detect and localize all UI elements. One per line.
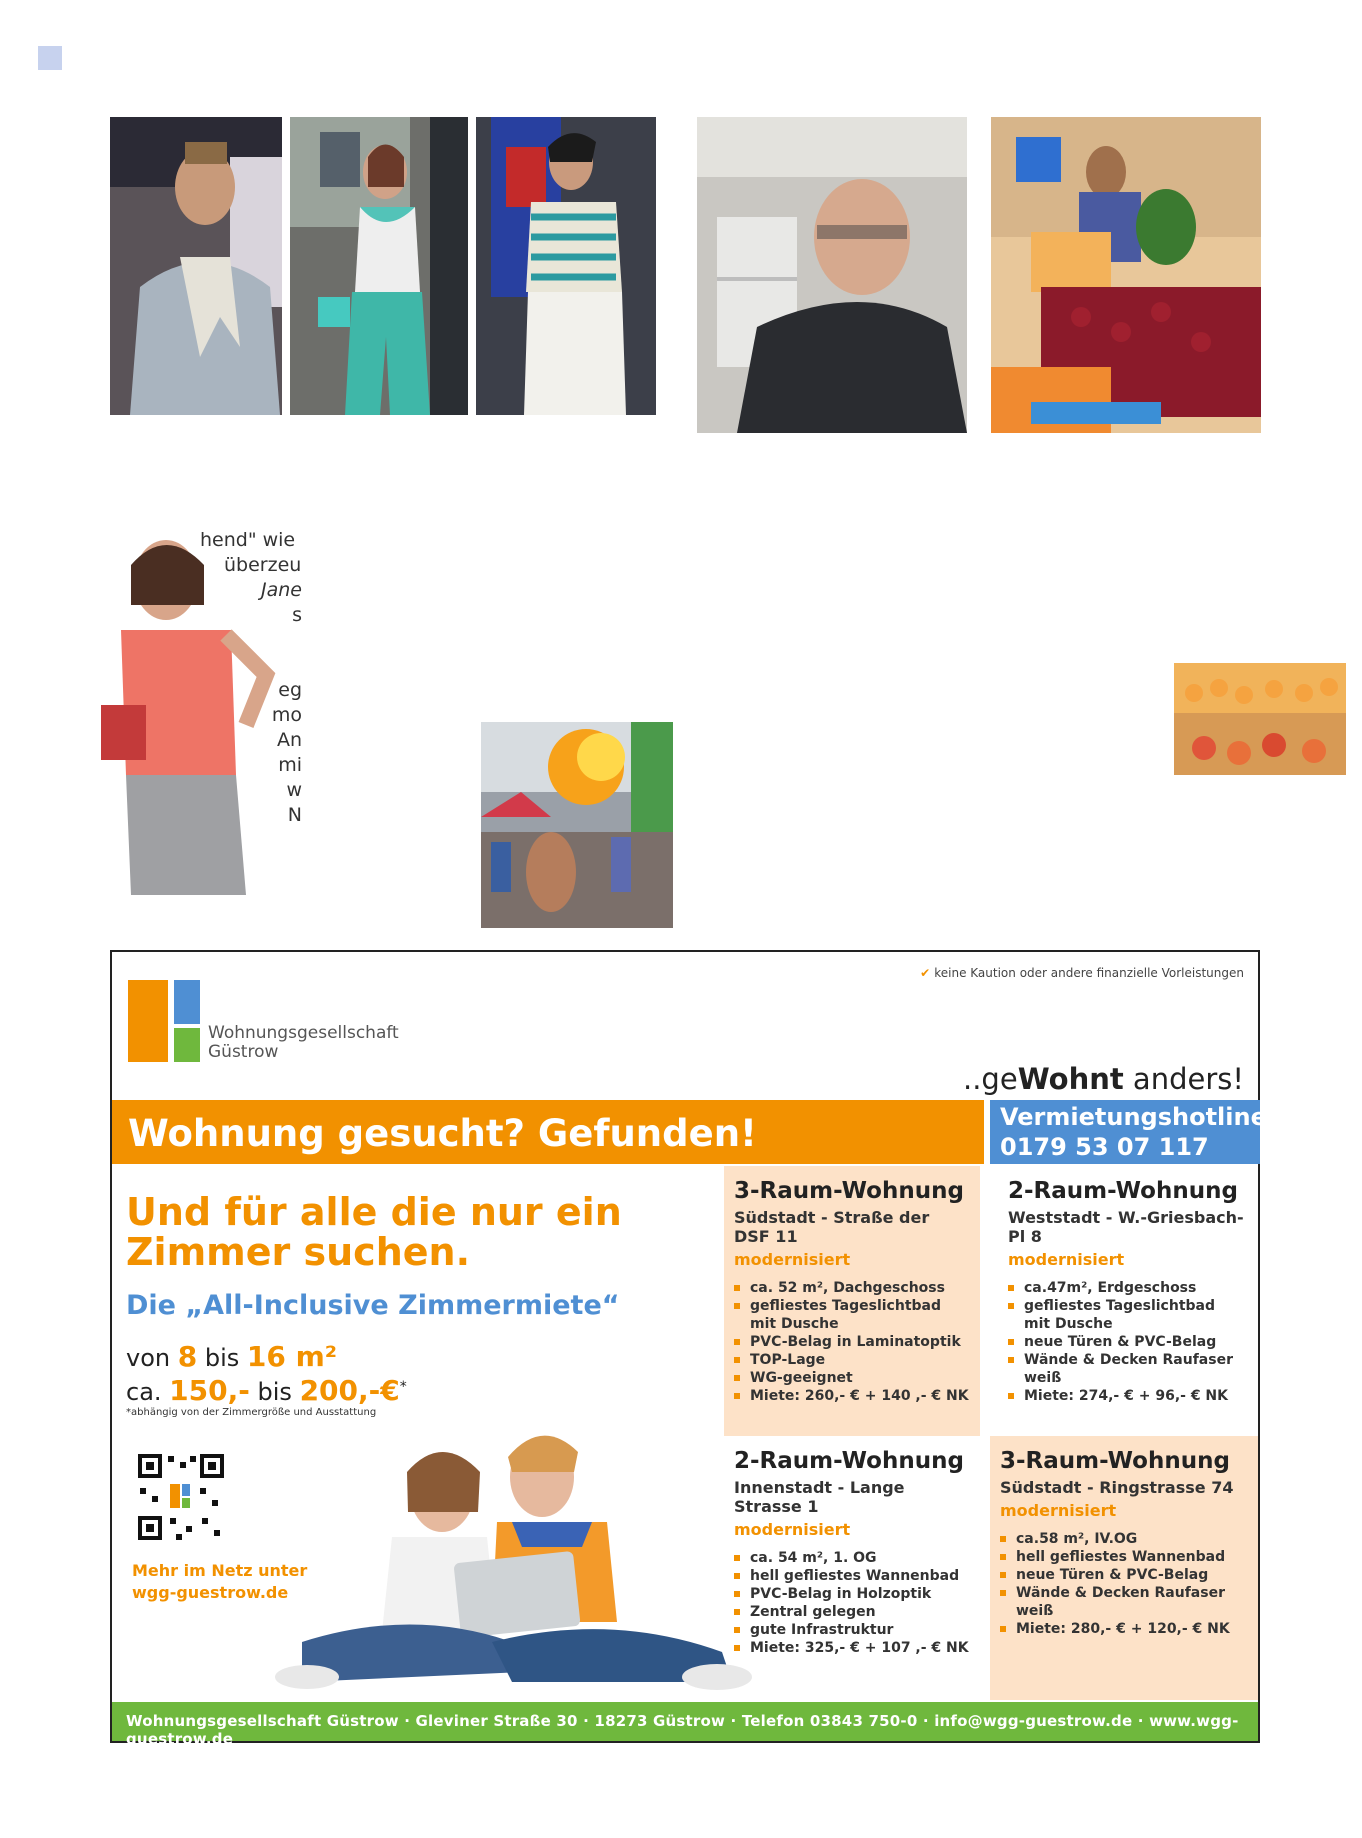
listing-feature: Miete: 280,- € + 120,- € NK (1000, 1620, 1248, 1638)
all-inclusive-subheadline: Die „All-Inclusive Zimmermiete“ (126, 1290, 620, 1321)
listing-feature: ca. 52 m², Dachgeschoss (734, 1279, 970, 1297)
fragment-line: Jane (261, 579, 302, 601)
hotline-label: Vermietungshotline (1000, 1103, 1267, 1131)
listing-feature: Wände & Decken Raufaser weiß (1008, 1351, 1244, 1387)
logo-line: Wohnungsgesellschaft (208, 1023, 399, 1043)
listing-title: 3-Raum-Wohnung (1000, 1448, 1230, 1474)
check-icon: ✔ (920, 966, 931, 980)
listing-address: Südstadt - Straße der DSF 11 (734, 1208, 930, 1246)
listing-feature: ca.47m², Erdgeschoss (1008, 1279, 1244, 1297)
photo-fire-performer (481, 722, 673, 928)
listing-tag: modernisiert (1008, 1250, 1125, 1269)
logo-line: Güstrow (208, 1042, 279, 1062)
listing-feature: gefliestes Tageslichtbad mit Dusche (734, 1297, 970, 1333)
price-min: 150,- (169, 1374, 250, 1407)
listing-tag: modernisiert (734, 1520, 851, 1539)
size-mid: bis (197, 1344, 247, 1372)
fragment-line: eg (278, 679, 302, 701)
photo-fruit-vendor (991, 117, 1261, 433)
fragment-line: N (287, 804, 302, 826)
website-label: Mehr im Netz unter (132, 1561, 308, 1580)
listing-card[interactable] (724, 1166, 980, 1436)
slogan-prefix: ..ge (963, 1062, 1018, 1096)
room-headline-line: Und für alle die nur ein (126, 1190, 622, 1234)
listing-feature: gute Infrastruktur (734, 1621, 970, 1639)
listing-feature: hell gefliestes Wannenbad (1000, 1548, 1248, 1566)
price-max: 200,-€ (299, 1374, 400, 1407)
listing-feature: ca. 54 m², 1. OG (734, 1549, 970, 1567)
hotline-number[interactable]: 0179 53 07 117 (1000, 1133, 1209, 1161)
fragment-line: w (286, 779, 302, 801)
slogan-bold: Wohnt (1017, 1062, 1124, 1096)
listing-feature: Miete: 325,- € + 107 ,- € NK (734, 1639, 970, 1657)
listing-feature: Wände & Decken Raufaser weiß (1000, 1584, 1248, 1620)
housing-advertisement (110, 950, 1267, 1748)
price-footnote: *abhängig von der Zimmergröße und Ausstattung (126, 1407, 377, 1418)
listing-card[interactable] (724, 1436, 980, 1700)
top-note-text: keine Kaution oder andere finanzielle Vorleistungen (934, 966, 1244, 980)
listing-feature: gefliestes Tageslichtbad mit Dusche (1008, 1297, 1244, 1333)
fragment-line: s (292, 604, 302, 626)
wgg-logo-icon (128, 970, 202, 1062)
fragment-line: mi (278, 754, 302, 776)
fragment-line: überzeu (224, 554, 302, 576)
listing-feature: Zentral gelegen (734, 1603, 970, 1621)
listing-address: Weststadt - W.-Griesbach-Pl 8 (1008, 1208, 1244, 1246)
logo-wordmark (208, 1024, 399, 1062)
listing-feature: TOP-Lage (734, 1351, 970, 1369)
corner-marker (38, 46, 62, 70)
listing-feature: ca.58 m², IV.OG (1000, 1530, 1248, 1548)
photo-woman-turquoise-pants (290, 117, 468, 415)
size-max: 16 m² (246, 1340, 338, 1373)
fragment-line: An (276, 729, 302, 751)
listing-feature: PVC-Belag in Holzoptik (734, 1585, 970, 1603)
listing-tag: modernisiert (1000, 1501, 1117, 1520)
listing-features (1000, 1530, 1248, 1638)
photo-man-scarf (110, 117, 282, 415)
listing-feature: neue Türen & PVC-Belag (1000, 1566, 1248, 1584)
listing-feature: Miete: 260,- € + 140 ,- € NK (734, 1387, 970, 1405)
price-from: ca. (126, 1378, 170, 1406)
size-min: 8 (177, 1340, 198, 1373)
listing-title: 3-Raum-Wohnung (734, 1178, 964, 1204)
listing-address: Innenstadt - Lange Strasse 1 (734, 1478, 905, 1516)
slogan-suffix: anders! (1123, 1062, 1244, 1096)
listing-tag: modernisiert (734, 1250, 851, 1269)
room-headline-line: Zimmer suchen. (126, 1230, 471, 1274)
listing-feature: PVC-Belag in Laminatoptik (734, 1333, 970, 1351)
website-link[interactable]: wgg-guestrow.de (132, 1583, 289, 1602)
fragment-line: mo (271, 704, 302, 726)
listing-card[interactable] (990, 1436, 1258, 1700)
listing-feature: neue Türen & PVC-Belag (1008, 1333, 1244, 1351)
size-from: von (126, 1344, 178, 1372)
photo-man-glasses-jacket (697, 117, 967, 433)
size-range (126, 1340, 337, 1373)
room-headline (126, 1192, 622, 1272)
listing-features (1008, 1279, 1244, 1405)
price-mid: bis (249, 1378, 300, 1406)
photo-woman-print-top (476, 117, 656, 415)
photo-peaches (1174, 663, 1346, 775)
slogan (963, 1062, 1244, 1096)
listing-address: Südstadt - Ringstrasse 74 (1000, 1478, 1234, 1497)
top-note (920, 966, 1244, 980)
fragment-line: hend" wie (200, 529, 296, 551)
contact-footer-text: Wohnungsgesellschaft Güstrow · Gleviner Straße 30 · 18273 Güstrow · Telefon 03843 750-0 · info@wgg-guestrow.de · www.wgg-guestrow.de (126, 1712, 1239, 1748)
listing-title: 2-Raum-Wohnung (1008, 1178, 1238, 1204)
listing-feature: Miete: 274,- € + 96,- € NK (1008, 1387, 1244, 1405)
listing-features (734, 1279, 970, 1405)
listing-features (734, 1549, 970, 1657)
listing-feature: hell gefliestes Wannenbad (734, 1567, 970, 1585)
price-star: * (399, 1379, 407, 1395)
listing-feature: WG-geeignet (734, 1369, 970, 1387)
listing-title: 2-Raum-Wohnung (734, 1448, 964, 1474)
band-headline: Wohnung gesucht? Gefunden! (128, 1112, 757, 1155)
listing-card[interactable] (998, 1166, 1254, 1436)
text-fragment (200, 528, 302, 858)
